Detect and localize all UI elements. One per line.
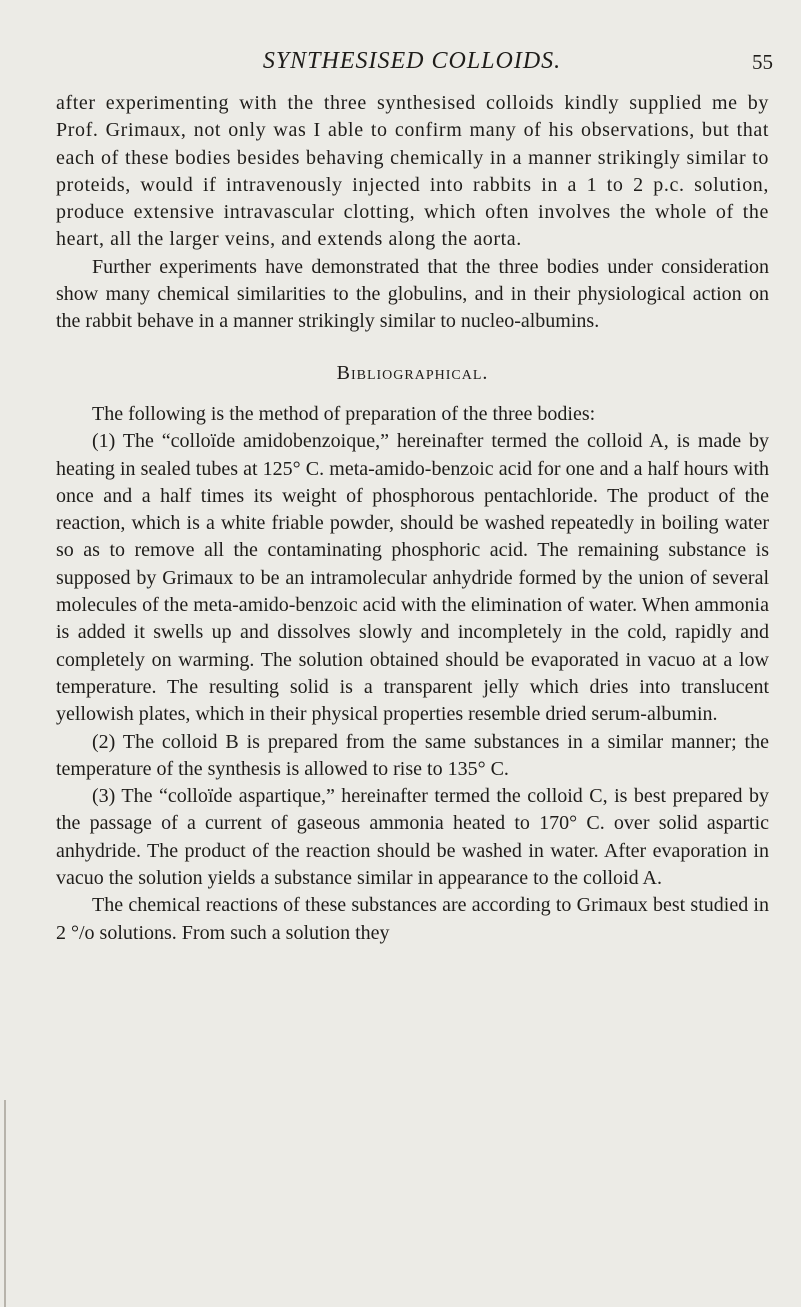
paragraph-continuation: after experimenting with the three synthesised colloids kindly supplied me by Prof. Grimaux, not only was I able to confirm many of his observations, but that each of these bodies besides behaving chemically in a manner strikingly similar to proteids, would if intravenously injected into rabbits in a 1 to 2 p.c. solution, produce extensive intravascular clotting, which often involves the whole of the heart, all the larger veins, and extends along the aorta.: [56, 92, 769, 251]
paragraph-colloid-b: (2) The colloid B is prepared from the same substances in a similar manner; the temperature of the synthesis is allowed to rise to 135° C.: [56, 730, 769, 780]
paragraph-further-experiments: Further experiments have demonstrated that the three bodies under consideration show many chemical similarities to the globulins, and in their physiological action on the rabbit behave in a manner strikingly similar to nucleo-albumins.: [56, 255, 769, 333]
paragraph-colloid-a: (1) The “colloïde amidobenzoique,” hereinafter termed the colloid A, is made by heating in sealed tubes at 125° C. meta-amido-benzoic acid for one and a half hours with once and a half times its weight of phosphorous pentachloride. The product of the reaction, which is a white friable powder, should be washed repeatedly in boiling water so as to remove all the contaminating phosphoric acid. The remaining substance is supposed by Grimaux to be an intramolecular anhydride formed by the union of several molecules of the meta-amido-benzoic acid with the elimination of water. When ammonia is added it swells up and dissolves slowly and incompletely in the cold, rapidly and completely on warming. The solution obtained should be evaporated in vacuo at a low temperature. The resulting solid is a transparent jelly which dries into translucent yellowish plates, which in their physical properties resemble dried serum-albumin.: [56, 430, 769, 726]
paragraph-chemical-reactions: The chemical reactions of these substances are according to Grimaux best studied in 2 °/o solutions. From such a solution they: [56, 894, 769, 944]
page-edge-shadow: [4, 1100, 6, 1307]
page-header: [0, 48, 801, 84]
paragraph-method-intro: The following is the method of preparation of the three bodies:: [92, 402, 596, 425]
body-text: [56, 90, 769, 947]
paragraph-colloid-c: (3) The “colloïde aspartique,” hereinafter termed the colloid C, is best prepared by the passage of a current of gaseous ammonia heated to 170° C. over solid aspartic anhydride. The product of the reaction should be washed in water. After evaporation in vacuo the solution yields a substance similar in appearance to the colloid A.: [56, 785, 769, 890]
page-number: 55: [752, 50, 773, 74]
running-title: SYNTHESISED COLLOIDS.: [262, 48, 562, 74]
section-heading-bibliographical: Bibliographical.: [336, 361, 489, 384]
